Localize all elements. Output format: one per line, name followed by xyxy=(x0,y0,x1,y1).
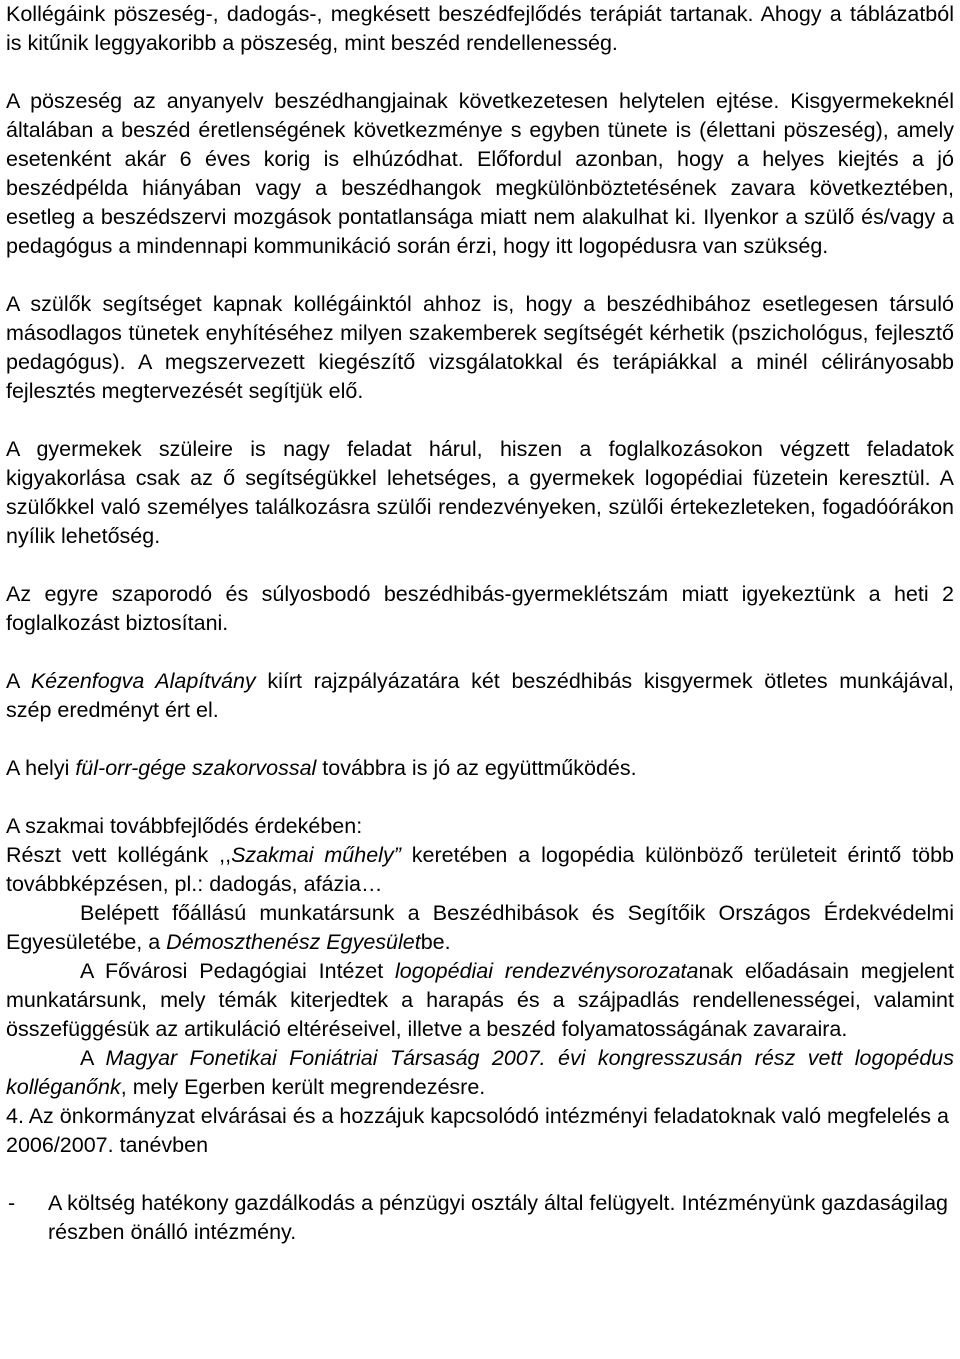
paragraph-ent-a: A helyi xyxy=(6,756,76,780)
paragraph-ent-c: továbbra is jó az együttműködés. xyxy=(316,756,637,780)
paragraph-association-c: be. xyxy=(420,930,451,954)
paragraph-weekly-sessions: Az egyre szaporodó és súlyosbodó beszédhibás-gyermeklétszám miatt igyekeztünk a heti 2 foglalkozást biztosítani. xyxy=(6,582,954,635)
paragraph-association xyxy=(6,899,954,957)
paragraph-parents-help: A szülők segítséget kapnak kollégáinktól ahhoz is, hogy a beszédhibához esetlegesen társuló másodlagos tünetek enyhítéséhez milyen szakemberek segítségét kérhetik (pszichológus, fejlesztő pedagógus). A megszervezett kiegészítő vizsgálatokkal és terápiákkal a minél célirányosabb fejlesztés megtervezését segítjük elő. xyxy=(6,292,954,403)
paragraph-congress-c: , mely Egerben került megrendezésre. xyxy=(120,1075,486,1099)
congress-name: Magyar Fonetikai Foniátriai Társaság 2007. évi kongresszusán rész vett logopédus kolléganőnk xyxy=(6,1046,954,1099)
paragraph-institute xyxy=(6,957,954,1044)
list-bullet: - xyxy=(8,1191,16,1215)
paragraph-congress xyxy=(6,1044,954,1102)
ent-specialist: fül-orr-gége szakorvossal xyxy=(75,756,317,780)
document-page xyxy=(6,0,954,1247)
section-heading-training: A szakmai továbbfejlődés érdekében: xyxy=(6,814,363,838)
list-item xyxy=(6,1189,954,1247)
paragraph-therapy-intro: Kollégáink pöszeség-, dadogás-, megkésett beszédfejlődés terápiát tartanak. Ahogy a táblázatból is kitűnik leggyakoribb a pöszeség, mint beszéd rendellenesség. xyxy=(6,2,954,55)
foundation-name: Kézenfogva Alapítvány xyxy=(30,669,256,693)
paragraph-drawing-contest-a: A xyxy=(6,669,31,693)
paragraph-poszeseg: A pöszeség az anyanyelv beszédhangjainak következetesen helytelen ejtése. Kisgyermekeknél általában a beszéd éretlenségének következménye s egyben tünete is (élettani pöszeség), amely esetenként akár 6 éves korig is elhúzódhat. Előfordul azonban, hogy a helyes kiejtés a jó beszédpélda hiányában vagy a beszédhangok megkülönböztetésének zavara következtében, esetleg a beszédszervi mozgások pontatlansága miatt nem alakulhat ki. Ilyenkor a szülő és/vagy a pedagógus a mindennapi kommunikáció során érzi, hogy itt logopédusra van szükség. xyxy=(6,89,954,258)
list-item-text: A költség hatékony gazdálkodás a pénzügyi osztály által felügyelt. Intézményünk gazdaságilag részben önálló intézmény. xyxy=(48,1191,948,1244)
paragraph-institute-a: A Fővárosi Pedagógiai Intézet xyxy=(80,959,395,983)
paragraph-drawing-contest-c: kiírt rajzpályázatára két beszédhibás kisgyermek ötletes munkájával, szép eredményt ért el. xyxy=(6,669,954,722)
association-name: Démoszthenész Egyesület xyxy=(166,930,421,954)
paragraph-parents-task: A gyermekek szüleire is nagy feladat hárul, hiszen a foglalkozásokon végzett feladatok kigyakorlása csak az ő segítségükkel lehetséges, a gyermekek logopédiai füzetein keresztül. A szülőkkel való személyes találkozásra szülői rendezvényeken, szülői értekezleteken, fogadóórákon nyílik lehetőség. xyxy=(6,437,954,548)
paragraph-institute-c: nak előadásain megjelent munkatársunk, mely témák kiterjedtek a harapás és a szájpadlás rendellenességei, valamint összefüggésük az artikuláció eltéréseivel, illetve a beszéd folyamatosságának zavaraira. xyxy=(6,959,954,1041)
paragraph-ent-cooperation xyxy=(6,754,954,783)
paragraph-workshop-a: Részt vett kollégánk ,, xyxy=(6,843,232,867)
workshop-name: Szakmai műhely” xyxy=(231,843,401,867)
section-heading-municipality: 4. Az önkormányzat elvárásai és a hozzájuk kapcsolódó intézményi feladatoknak való megfelelés a 2006/2007. tanévben xyxy=(6,1104,949,1157)
paragraph-workshop-c: keretében a logopédia különböző területeit érintő több továbbképzésen, pl.: dadogás, afázia… xyxy=(6,843,954,896)
paragraph-association-a: Belépett főállású munkatársunk a Beszédhibások és Segítőik Országos Érdekvédelmi Egyesületébe, a xyxy=(6,901,954,954)
paragraph-drawing-contest xyxy=(6,667,954,725)
paragraph-workshop xyxy=(6,841,954,899)
event-series-name: logopédiai rendezvénysorozata xyxy=(395,959,699,983)
paragraph-congress-a: A xyxy=(80,1046,106,1070)
